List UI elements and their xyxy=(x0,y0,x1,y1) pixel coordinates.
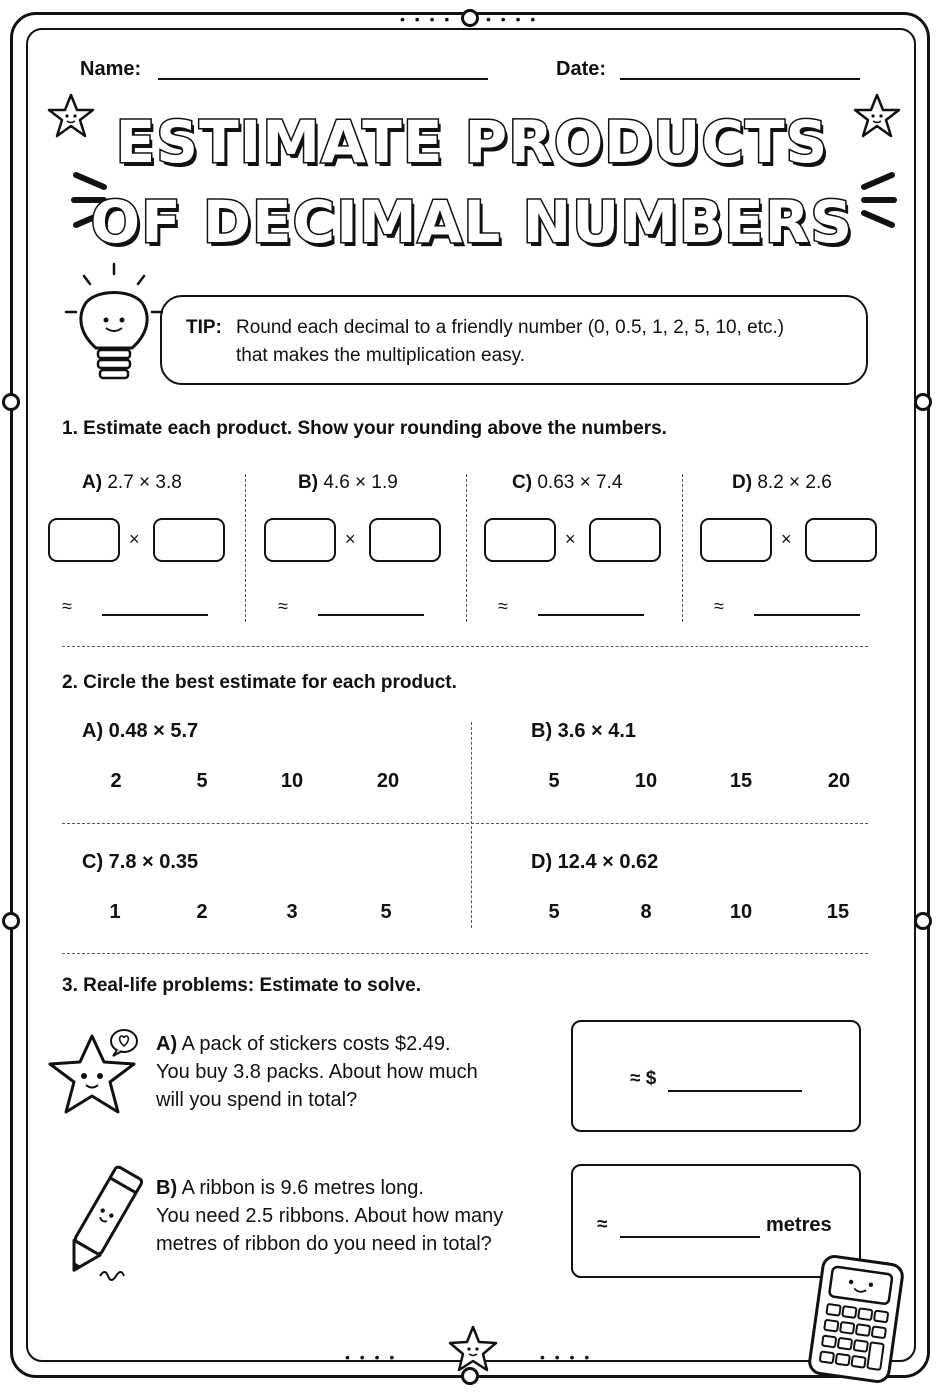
tip-label: TIP: xyxy=(186,317,222,338)
row-divider xyxy=(62,823,868,824)
choice-option[interactable]: 2 xyxy=(110,770,122,792)
choice-option[interactable]: 10 xyxy=(729,901,753,923)
section2-heading: 2. Circle the best estimate for each product. xyxy=(62,672,457,693)
date-label: Date: xyxy=(556,58,607,80)
answer-line[interactable] xyxy=(318,614,424,616)
border-ring-left-2 xyxy=(2,912,20,930)
approx-symbol: ≈ xyxy=(278,596,288,616)
word-problem-a-line2: You buy 3.8 packs. About how much xyxy=(156,1061,478,1083)
problem-2d-label: D) 12.4 × 0.62 xyxy=(531,851,659,873)
word-problem-a-line3: will you spend in total? xyxy=(156,1089,358,1111)
column-divider xyxy=(682,474,683,622)
lightbulb-icon xyxy=(62,262,166,392)
problem-1b: B) 4.6 × 1.9 xyxy=(298,472,398,493)
section3-heading: 3. Real-life problems: Estimate to solve. xyxy=(62,975,421,996)
choice-option[interactable]: 20 xyxy=(376,770,400,792)
date-field[interactable] xyxy=(620,78,860,80)
problem-2a-label: A) 0.48 × 5.7 xyxy=(82,720,199,742)
times-symbol: × xyxy=(345,529,356,549)
answer-line[interactable] xyxy=(754,614,860,616)
choice-option[interactable]: 2 xyxy=(196,901,208,923)
worksheet-title-line1: ESTIMATE PRODUCTS xyxy=(115,108,829,176)
rounding-box[interactable] xyxy=(589,518,661,562)
tip-text-line2: that makes the multiplication easy. xyxy=(236,345,526,366)
rounding-box[interactable] xyxy=(369,518,441,562)
rounding-box[interactable] xyxy=(700,518,772,562)
answer-line[interactable] xyxy=(538,614,644,616)
problem-2c-label: C) 7.8 × 0.35 xyxy=(82,851,199,873)
answer-line[interactable] xyxy=(668,1090,802,1092)
times-symbol: × xyxy=(781,529,792,549)
pencil-icon xyxy=(58,1160,148,1286)
choice-option[interactable]: 15 xyxy=(826,901,850,923)
problem-1a: A) 2.7 × 3.8 xyxy=(82,472,182,493)
problem-2b-label: B) 3.6 × 4.1 xyxy=(531,720,637,742)
choice-option[interactable]: 10 xyxy=(634,770,658,792)
approx-symbol: ≈ xyxy=(714,596,724,616)
approx-symbol: ≈ xyxy=(498,596,508,616)
name-label: Name: xyxy=(80,58,142,80)
border-ring-left-1 xyxy=(2,393,20,411)
choice-option[interactable]: 15 xyxy=(729,770,753,792)
rounding-box[interactable] xyxy=(48,518,120,562)
border-ring-top xyxy=(461,9,479,27)
choice-option[interactable]: 5 xyxy=(380,901,392,923)
word-problem-a-line1: A) A pack of stickers costs $2.49. xyxy=(156,1033,451,1055)
column-divider xyxy=(471,722,472,928)
answer-prefix-b: ≈ xyxy=(597,1214,608,1235)
section-divider xyxy=(62,953,868,954)
name-field[interactable] xyxy=(158,78,488,80)
rounding-box[interactable] xyxy=(264,518,336,562)
choice-option[interactable]: 8 xyxy=(640,901,652,923)
choice-option[interactable]: 5 xyxy=(196,770,208,792)
choice-option[interactable]: 3 xyxy=(286,901,298,923)
choice-option[interactable]: 10 xyxy=(280,770,304,792)
word-problem-b-line3: metres of ribbon do you need in total? xyxy=(156,1233,492,1255)
choice-option[interactable]: 1 xyxy=(109,901,121,923)
answer-prefix-a: ≈ $ xyxy=(630,1068,657,1089)
answer-box-a[interactable] xyxy=(571,1020,861,1132)
word-problem-b-line1: B) A ribbon is 9.6 metres long. xyxy=(156,1177,424,1199)
choice-option[interactable]: 20 xyxy=(827,770,851,792)
section1-heading: 1. Estimate each product. Show your rounding above the numbers. xyxy=(62,418,667,439)
section-divider xyxy=(62,646,868,647)
calculator-icon xyxy=(804,1254,908,1384)
problem-1d: D) 8.2 × 2.6 xyxy=(732,472,832,493)
rounding-box[interactable] xyxy=(153,518,225,562)
approx-symbol: ≈ xyxy=(62,596,72,616)
worksheet-title-line2: OF DECIMAL NUMBERS xyxy=(90,188,854,256)
star-icon xyxy=(446,1324,500,1374)
border-dots: • • • • xyxy=(400,11,453,27)
choice-option[interactable]: 5 xyxy=(548,770,560,792)
times-symbol: × xyxy=(565,529,576,549)
border-ring-right-1 xyxy=(914,393,932,411)
word-problem-b-line2: You need 2.5 ribbons. About how many xyxy=(156,1205,504,1227)
answer-line[interactable] xyxy=(620,1236,760,1238)
choice-option[interactable]: 5 xyxy=(548,901,560,923)
border-ring-right-2 xyxy=(914,912,932,930)
answer-line[interactable] xyxy=(102,614,208,616)
times-symbol: × xyxy=(129,529,140,549)
column-divider xyxy=(245,474,246,622)
tip-text-line1: Round each decimal to a friendly number (0, 0.5, 1, 2, 5, 10, etc.) xyxy=(236,317,785,338)
border-dots: • • • • xyxy=(486,11,539,27)
rounding-box[interactable] xyxy=(805,518,877,562)
heart-speech-icon xyxy=(108,1028,140,1058)
border-dots: • • • • xyxy=(345,1349,398,1365)
answer-unit-b: metres xyxy=(766,1214,832,1236)
border-dots: • • • • xyxy=(540,1349,593,1365)
column-divider xyxy=(466,474,467,622)
problem-1c: C) 0.63 × 7.4 xyxy=(512,472,623,493)
rounding-box[interactable] xyxy=(484,518,556,562)
